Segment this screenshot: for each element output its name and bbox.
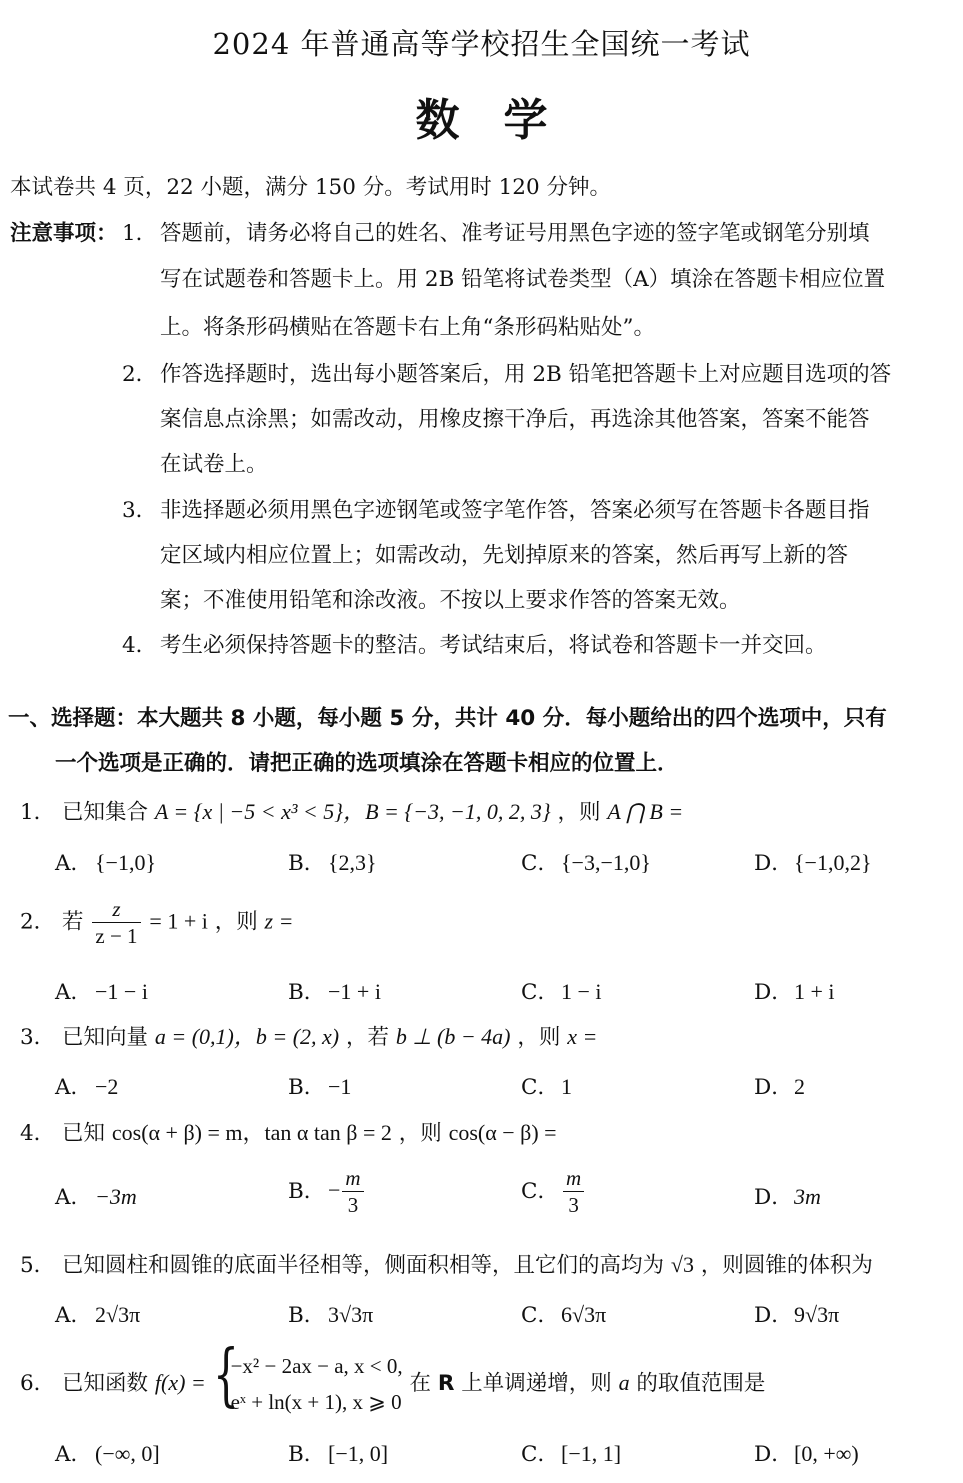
fraction-numerator: m (342, 1165, 363, 1192)
option-value: [−1, 0] (328, 1441, 389, 1466)
option-b (288, 1298, 373, 1329)
fraction-denominator: 3 (568, 1193, 579, 1217)
option-value: {2,3} (328, 850, 377, 875)
option-value: −1 − i (95, 979, 148, 1004)
option-label: B． (288, 1303, 326, 1328)
fraction (92, 896, 140, 949)
fraction (342, 1165, 363, 1218)
option-d (754, 1298, 839, 1329)
note-line: 非选择题必须用黑色字迹钢笔或签字笔作答，答案必须写在答题卡各题目指 (160, 498, 870, 523)
question-stem: ，若 (345, 1025, 396, 1050)
option-d (754, 975, 835, 1006)
fraction-denominator: 3 (347, 1193, 359, 1217)
question-math: √3 (670, 1252, 694, 1277)
option-value: 2√3π (95, 1302, 141, 1327)
question-number: 3． (20, 1025, 56, 1050)
option-sign: − (328, 1177, 341, 1203)
option-d (754, 1180, 821, 1211)
option-label: C． (521, 1442, 559, 1467)
fraction-numerator: m (563, 1165, 584, 1192)
option-label: B． (288, 1442, 326, 1467)
question-stem: ，则 (214, 909, 265, 935)
question-math: A ⋂ B = (607, 799, 684, 824)
option-value: 1 (561, 1074, 572, 1099)
question-stem: ，则圆锥的体积为 (700, 1253, 873, 1278)
option-b (288, 1437, 388, 1468)
question-1 (20, 795, 683, 826)
option-value: [−1, 1] (561, 1441, 622, 1466)
piecewise-function (212, 1336, 403, 1420)
option-b (288, 1070, 351, 1101)
question-number: 1． (20, 800, 56, 825)
question-stem: 已知集合 (62, 800, 155, 825)
option-c (521, 1165, 586, 1218)
option-value: 1 − i (561, 979, 602, 1004)
question-math: x = (567, 1024, 598, 1049)
option-c (521, 1070, 572, 1101)
option-value: 1 + i (794, 979, 835, 1004)
question-math: a = (0,1)，b = (2, x) (154, 1024, 340, 1049)
option-label: A． (55, 851, 93, 876)
option-label: C． (521, 980, 559, 1005)
option-b (288, 975, 381, 1006)
option-label: A． (55, 980, 93, 1005)
note-line: 作答选择题时，选出每小题答案后，用 2B 铅笔把答题卡上对应题目选项的答 (160, 362, 892, 387)
option-label: A． (55, 1442, 93, 1467)
option-label: B． (288, 851, 326, 876)
option-d (754, 1070, 805, 1101)
option-label: A． (55, 1303, 93, 1328)
question-math: f(x) = (154, 1370, 206, 1395)
notes-label: 注意事项： (10, 221, 118, 246)
question-3 (20, 1020, 597, 1051)
option-d (754, 1437, 859, 1468)
section-header: 一、选择题：本大题共 8 小题，每小题 5 分，共计 40 分．每小题给出的四个选项中，只有 (8, 706, 887, 731)
note-line: 考生必须保持答题卡的整洁。考试结束后，将试卷和答题卡一并交回。 (160, 633, 827, 658)
option-label: D． (754, 1075, 793, 1100)
fraction-denominator: z − 1 (95, 924, 138, 948)
option-a (55, 1070, 118, 1101)
question-4 (20, 1116, 557, 1147)
option-label: C． (521, 851, 559, 876)
note-line: 案信息点涂黑；如需改动，用橡皮擦干净后，再选涂其他答案，答案不能答 (160, 407, 870, 432)
option-label: D． (754, 1303, 793, 1328)
question-stem: 若 (62, 909, 84, 935)
option-label: C． (521, 1075, 559, 1100)
option-value: 2 (794, 1074, 805, 1099)
option-value: 3m (794, 1184, 821, 1209)
question-math: cos(α − β) = (448, 1120, 557, 1145)
option-label: C． (521, 1178, 559, 1204)
option-value: −3m (95, 1184, 137, 1209)
option-c (521, 1437, 621, 1468)
option-value: 3√3π (328, 1302, 374, 1327)
option-label: D． (754, 851, 793, 876)
option-value: (−∞, 0] (95, 1441, 160, 1466)
piece-case: eˣ + ln(x + 1), x ⩾ 0 (230, 1390, 402, 1414)
question-2 (20, 896, 293, 949)
option-a (55, 1180, 137, 1211)
fraction-numerator: z (92, 896, 140, 923)
option-value: 9√3π (794, 1302, 840, 1327)
question-number: 5． (20, 1253, 56, 1278)
option-label: A． (55, 1185, 93, 1210)
option-value: {−1,0} (95, 850, 157, 875)
note-line: 在试卷上。 (160, 452, 268, 477)
option-label: B． (288, 1178, 326, 1204)
option-a (55, 846, 156, 877)
note-line: 写在试题卷和答题卡上。用 2B 铅笔将试卷类型（A）填涂在答题卡相应位置 (160, 267, 886, 292)
question-math: = 1 + i (149, 908, 208, 934)
question-number: 2． (20, 909, 56, 935)
note-line: 上。将条形码横贴在答题卡右上角“条形码粘贴处”。 (160, 315, 655, 340)
exam-intro: 本试卷共 4 页，22 小题，满分 150 分。考试用时 120 分钟。 (10, 175, 611, 200)
option-value: −1 + i (328, 979, 381, 1004)
exam-title: 2024 年普通高等学校招生全国统一考试 (212, 27, 751, 61)
question-stem: ，则 (398, 1121, 449, 1146)
option-label: B． (288, 980, 326, 1005)
option-label: D． (754, 1442, 793, 1467)
question-stem: 已知向量 (62, 1025, 155, 1050)
note-line: 定区域内相应位置上；如需改动，先划掉原来的答案，然后再写上新的答 (160, 543, 849, 568)
fraction (563, 1165, 584, 1218)
question-5 (20, 1248, 873, 1279)
note-line: 案；不准使用铅笔和涂改液。不按以上要求作答的答案无效。 (160, 588, 741, 613)
question-stem: ，则 (517, 1025, 568, 1050)
question-stem: ，则 (557, 800, 608, 825)
question-math: cos(α + β) = m，tan α tan β = 2 (111, 1120, 392, 1145)
option-label: C． (521, 1303, 559, 1328)
note-number: 4． (122, 633, 158, 658)
subject-title: 数 学 (415, 95, 548, 146)
piece-case: −x² − 2ax − a, x < 0, (230, 1354, 403, 1378)
option-a (55, 975, 148, 1006)
option-a (55, 1437, 160, 1468)
option-value: 6√3π (561, 1302, 607, 1327)
option-value: [0, +∞) (794, 1441, 859, 1466)
option-b (288, 846, 377, 877)
option-value: −2 (95, 1074, 119, 1099)
question-math: A = {x | −5 < x³ < 5}，B = {−3, −1, 0, 2, 3} (154, 799, 551, 824)
option-b (288, 1165, 366, 1218)
note-number: 2． (122, 362, 158, 387)
option-d (754, 846, 872, 877)
option-label: A． (55, 1075, 93, 1100)
note-line: 答题前，请务必将自己的姓名、准考证号用黑色字迹的签字笔或钢笔分别填 (160, 221, 870, 246)
question-math: a (618, 1370, 630, 1395)
option-label: D． (754, 1185, 793, 1210)
left-brace-icon: { (212, 1336, 239, 1415)
question-stem: 已知 (62, 1121, 112, 1146)
question-stem: 上单调递增，则 (454, 1371, 619, 1396)
question-math: b ⊥ (b − 4a) (395, 1024, 511, 1049)
question-number: 6． (20, 1371, 56, 1396)
option-label: D． (754, 980, 793, 1005)
question-stem: 在 (409, 1371, 438, 1396)
note-number: 1． (122, 221, 158, 246)
option-c (521, 1298, 606, 1329)
option-label: B． (288, 1075, 326, 1100)
option-a (55, 1298, 140, 1329)
option-c (521, 846, 651, 877)
option-c (521, 975, 602, 1006)
note-number: 3． (122, 498, 158, 523)
question-math: R (437, 1371, 455, 1396)
option-value: −1 (328, 1074, 352, 1099)
question-6 (20, 1336, 766, 1420)
question-stem: 已知函数 (62, 1371, 155, 1396)
question-math: z = (264, 908, 294, 934)
option-value: {−3,−1,0} (561, 850, 651, 875)
section-header-cont: 一个选项是正确的．请把正确的选项填涂在答题卡相应的位置上． (55, 751, 679, 776)
question-stem: 的取值范围是 (629, 1371, 766, 1396)
question-stem: 已知圆柱和圆锥的底面半径相等，侧面积相等，且它们的高均为 (62, 1253, 665, 1278)
option-value: {−1,0,2} (794, 850, 872, 875)
question-number: 4． (20, 1121, 56, 1146)
